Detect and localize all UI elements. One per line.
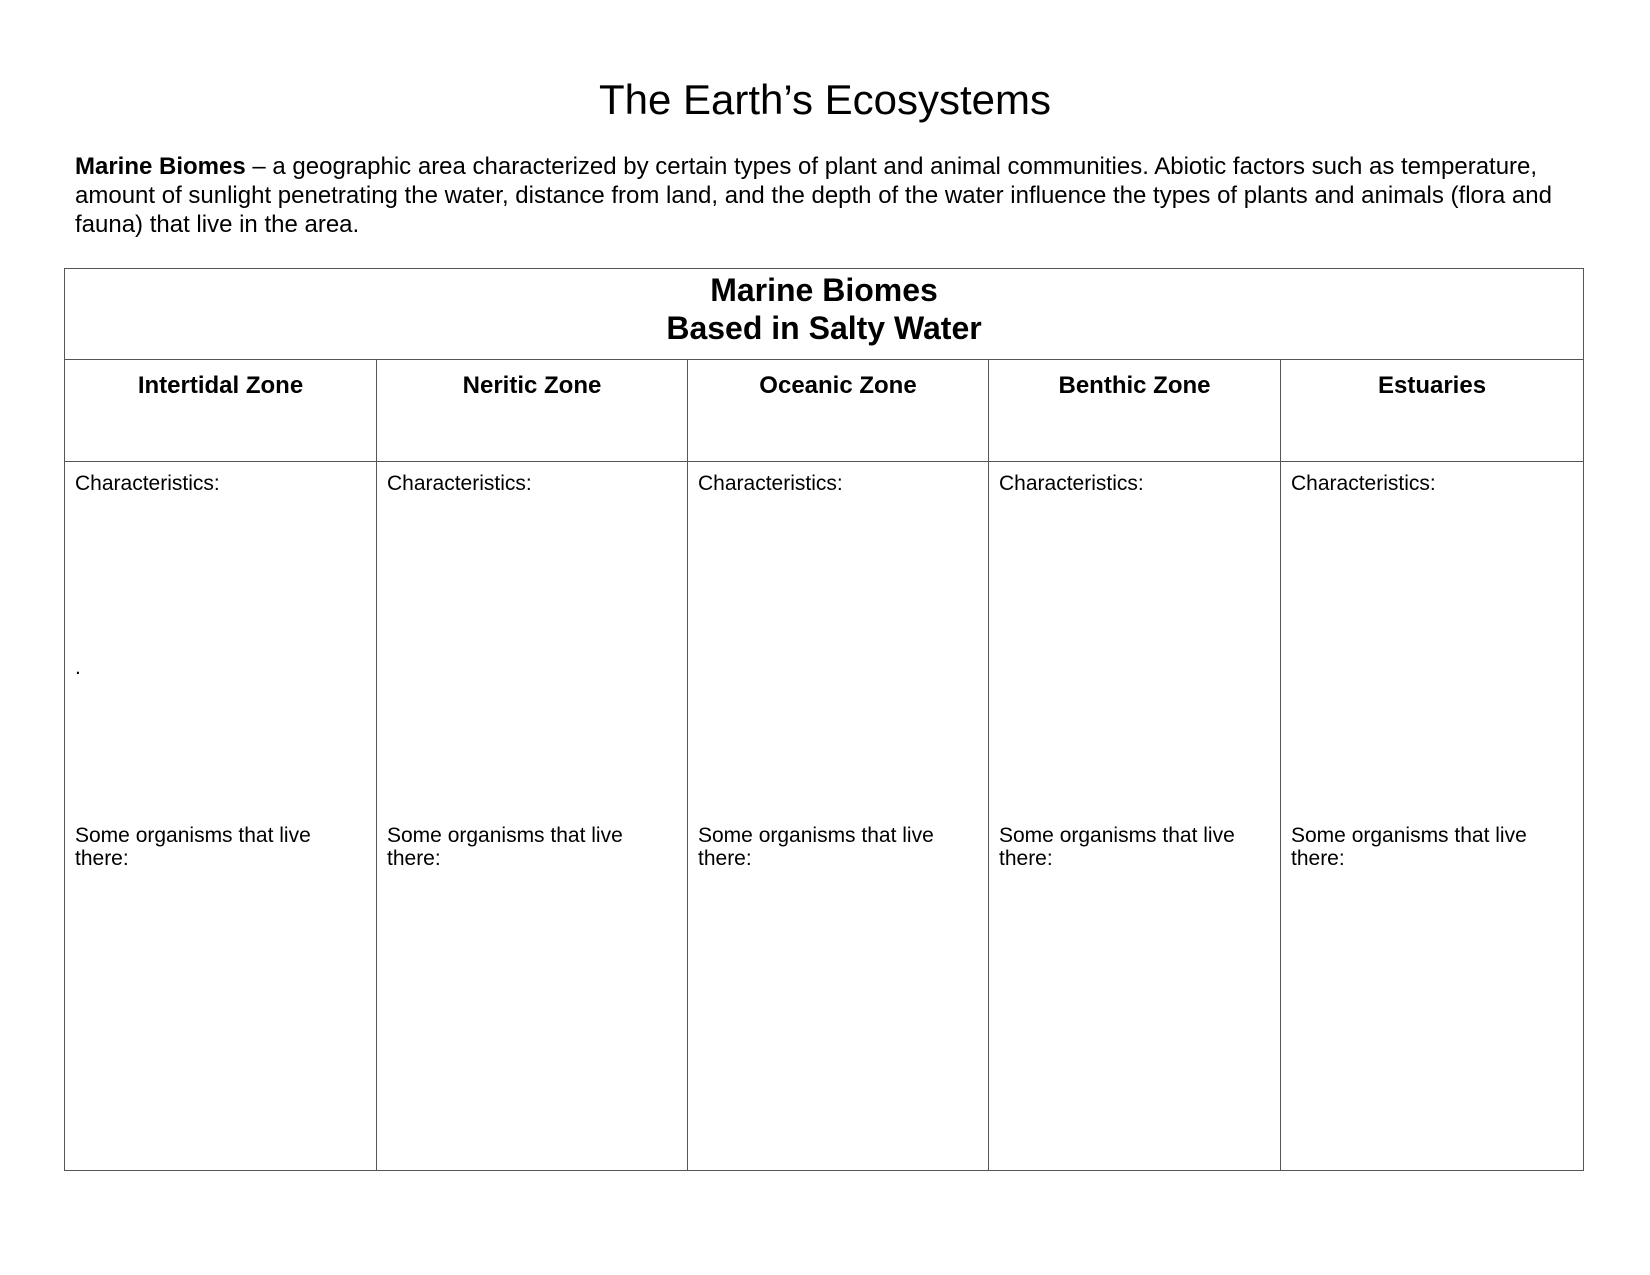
zone-header-row	[65, 360, 1584, 462]
characteristics-label: Characteristics:	[698, 472, 843, 495]
zone-cell-oceanic[interactable]	[688, 462, 989, 1171]
intro-term: Marine Biomes	[75, 153, 246, 180]
zone-body-row	[65, 462, 1584, 1171]
zone-header-neritic: Neritic Zone	[377, 360, 688, 462]
organisms-label: Some organisms that live there:	[387, 824, 623, 870]
zone-header-oceanic: Oceanic Zone	[688, 360, 989, 462]
organisms-label: Some organisms that live there:	[999, 824, 1235, 870]
zone-cell-intertidal[interactable]	[65, 462, 377, 1171]
table-subtitle: Based in Salty Water	[666, 310, 982, 346]
zone-header-benthic: Benthic Zone	[989, 360, 1281, 462]
marine-biomes-table	[64, 268, 1584, 1171]
table-title: Marine Biomes	[710, 272, 938, 308]
zone-cell-benthic[interactable]	[989, 462, 1281, 1171]
zone-cell-neritic[interactable]	[377, 462, 688, 1171]
intro-definition: – a geographic area characterized by certain types of plant and animal communities. Abiotic factors such as temperature, amount of sunlight penetrating the water, distance from land, and the depth of the water influence the types of plants and animals (flora and fauna) that live in the area.	[75, 153, 1552, 238]
characteristics-label: Characteristics:	[999, 472, 1144, 495]
stray-dot-mark: .	[75, 656, 81, 679]
zone-header-estuaries: Estuaries	[1281, 360, 1584, 462]
characteristics-label: Characteristics:	[387, 472, 532, 495]
zone-cell-estuaries[interactable]	[1281, 462, 1584, 1171]
organisms-label: Some organisms that live there:	[1291, 824, 1527, 870]
characteristics-label: Characteristics:	[1291, 472, 1436, 495]
characteristics-label: Characteristics:	[75, 472, 220, 495]
table-title-row	[65, 269, 1584, 360]
zone-header-intertidal: Intertidal Zone	[65, 360, 377, 462]
organisms-label: Some organisms that live there:	[698, 824, 934, 870]
organisms-label: Some organisms that live there:	[75, 824, 311, 870]
intro-paragraph	[75, 152, 1595, 239]
page-title: The Earth’s Ecosystems	[598, 76, 1052, 123]
table-title-cell	[65, 269, 1584, 360]
